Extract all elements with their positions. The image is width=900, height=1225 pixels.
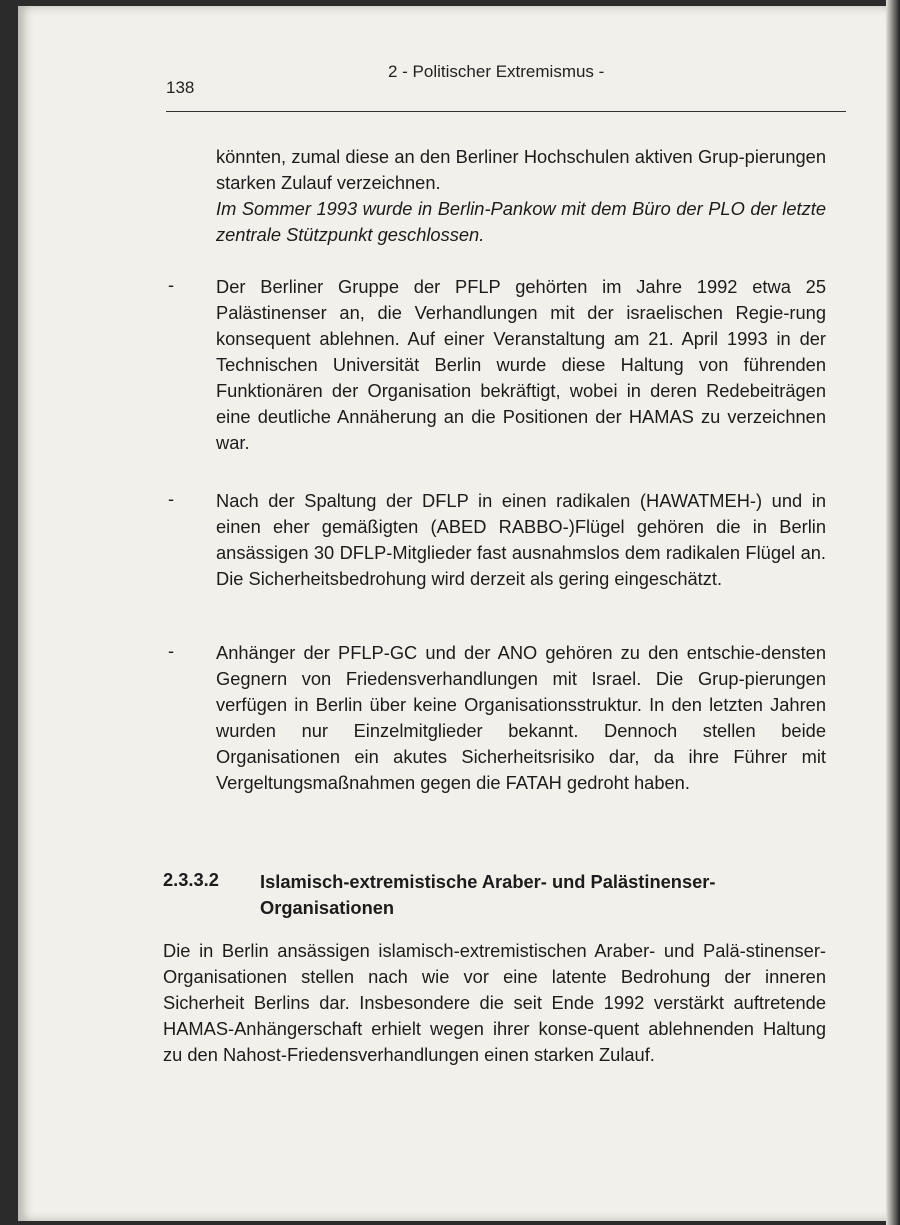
- bullet-dash: -: [168, 640, 175, 661]
- section-heading: Islamisch-extremistische Araber- und Palästinenser-Organisationen: [260, 871, 716, 918]
- intro-paragraph-1: könnten, zumal diese an den Berliner Hochschulen aktiven Grup-pierungen starken Zulauf verzeichnen.: [216, 146, 826, 193]
- book-page-edge: [886, 0, 900, 1225]
- intro-paragraph-2: Im Sommer 1993 wurde in Berlin-Pankow mit dem Büro der PLO der letzte zentrale Stützpunkt geschlossen.: [216, 198, 826, 245]
- page-number: 138: [166, 78, 195, 97]
- bullet-dash: -: [168, 274, 175, 295]
- bullet-dash: -: [168, 488, 175, 509]
- header-divider: [166, 111, 846, 112]
- bullet-paragraph-pflp-gc: Anhänger der PFLP-GC und der ANO gehören zu den entschie-densten Gegnern von Friedensverhandlungen mit Israel. Die Grup-pierungen verfügen in Berlin über keine Organisationsstruktur. In den letzten Jahren wurden nur Einzelmitglieder bekannt. Dennoch stellen beide Organisationen ein akutes Sicherheitsrisiko dar, da ihre Führer mit Vergeltungsmaßnahmen gegen die FATAH gedroht haben.: [216, 642, 826, 793]
- running-header: 2 - Politischer Extremismus -: [388, 62, 605, 81]
- document-page: [18, 6, 888, 1221]
- section-number: 2.3.3.2: [163, 869, 219, 890]
- bullet-paragraph-dflp: Nach der Spaltung der DFLP in einen radikalen (HAWATMEH-) und in einen eher gemäßigten (ABED RABBO-)Flügel gehören die in Berlin ansässigen 30 DFLP-Mitglieder fast ausnahmslos dem radikalen Flügel an. Die Sicherheitsbedrohung wird derzeit als gering eingeschätzt.: [216, 490, 826, 589]
- bullet-paragraph-pflp: Der Berliner Gruppe der PFLP gehörten im Jahre 1992 etwa 25 Palästinenser an, die Verhandlungen mit der israelischen Regie-rung konsequent ablehnen. Auf einer Veranstaltung am 21. April 1993 in der Technischen Universität Berlin wurde diese Haltung von führenden Funktionären der Organisation bekräftigt, wobei in deren Redebeiträgen eine deutliche Annäherung an die Positionen der HAMAS zu verzeichnen war.: [216, 276, 826, 453]
- section-body-paragraph: Die in Berlin ansässigen islamisch-extremistischen Araber- und Palä-stinenser-Organisationen stellen nach wie vor eine latente Bedrohung der inneren Sicherheit Berlins dar. Insbesondere die seit Ende 1992 verstärkt auftretende HAMAS-Anhängerschaft erhielt wegen ihrer konse-quent ablehnenden Haltung zu den Nahost-Friedensverhandlungen einen starken Zulauf.: [163, 940, 826, 1065]
